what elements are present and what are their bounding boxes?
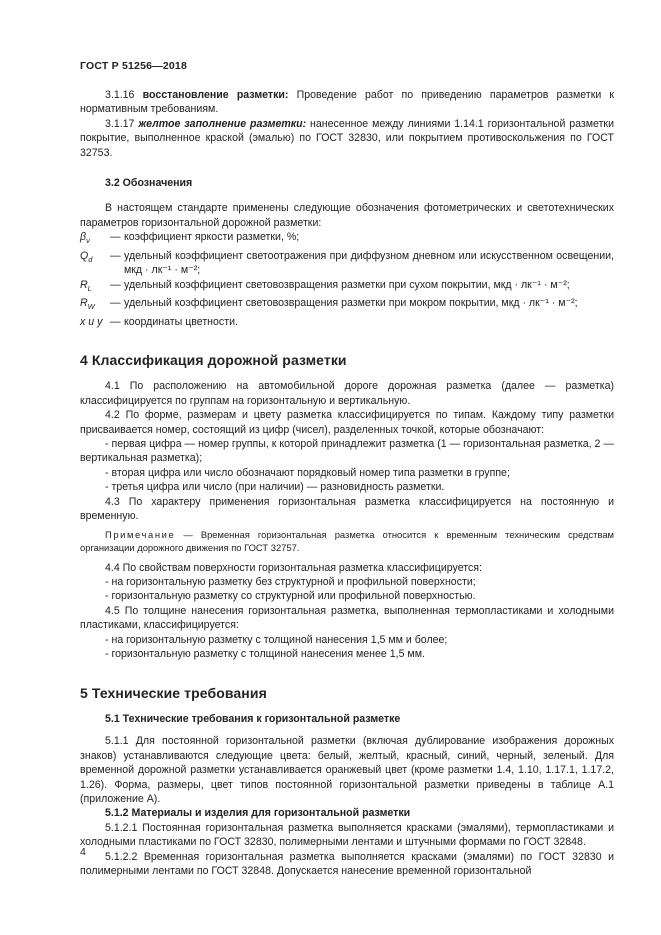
- section-4-title: 4 Классификация дорожной разметки: [80, 352, 347, 369]
- clause-5-1-2-2: 5.1.2.2 Временная горизонтальная разметка выполняется красками (эмалями) по ГОСТ 32830 и полимерными лентами по ГОСТ 32848. Допускается нанесение временной горизонтальной: [80, 850, 614, 877]
- symbol-description: удельный коэффициент световозвращения разметки при мокром покрытии, мкд · лк⁻¹ · м⁻²;: [124, 297, 578, 310]
- symbol-description: удельный коэффициент светоотражения при диффузном дневном или искусственном освещении, мкд · лк⁻¹ · м⁻²;: [124, 249, 614, 277]
- page-number: 4: [80, 846, 86, 858]
- symbol: $\beta_v$: [80, 231, 90, 246]
- section-3-2-title: 3.2 Обозначения: [105, 177, 193, 190]
- list-item: - вторая цифра или число обозначают порядковый номер типа разметки в группе;: [105, 466, 510, 479]
- list-item: - первая цифра — номер группы, к которой принадлежит разметка (1 — горизонтальная разметка, 2 — вертикальная разметка);: [80, 438, 614, 465]
- note: [80, 529, 614, 554]
- list-item: - на горизонтальную разметку с толщиной нанесения 1,5 мм и более;: [105, 633, 448, 646]
- definition-3-1-17: [80, 117, 614, 160]
- note-label: Примечание: [105, 529, 176, 541]
- list-item: - третья цифра или число (при наличии) — разновидность разметки.: [105, 481, 445, 494]
- clause-number: 3.1.17: [105, 117, 135, 130]
- term: желтое заполнение разметки:: [138, 117, 307, 130]
- subsection-5-1-title: 5.1 Технические требования к горизонтальной разметке: [105, 712, 401, 725]
- clause-4-5: 4.5 По толщине нанесения горизонтальная разметка, выполненная термопластиками и холодными пластиками, классифицируется:: [80, 604, 614, 632]
- symbol-description: координаты цветности.: [124, 315, 238, 328]
- dash: —: [110, 249, 121, 262]
- term: восстановление разметки:: [142, 89, 289, 101]
- symbol-row: [80, 296, 614, 315]
- definition-text: нанесенное между линиями 1.14.1 горизонтальной разметки покрытие, выполненное краской (эмалью) по ГОСТ 32830, или покрытием противоскольжения по ГОСТ 32753.: [80, 117, 614, 159]
- symbol-row: [80, 230, 614, 249]
- symbol-description: удельный коэффициент световозвращения разметки при сухом покрытии, мкд · лк⁻¹ · м⁻²;: [124, 278, 570, 291]
- symbol-row: [80, 315, 614, 329]
- section-3-2-intro: В настоящем стандарте применены следующие обозначения фотометрических и светотехнических параметров горизонтальной дорожной разметки:: [80, 202, 614, 229]
- subsection-5-1-2-title: 5.1.2 Материалы и изделия для горизонтальной разметки: [105, 807, 411, 820]
- clause-4-3: 4.3 По характеру применения горизонтальная разметка классифицируется на постоянную и временную.: [80, 495, 614, 523]
- section-5-title: 5 Технические требования: [80, 684, 267, 701]
- symbols-list: [80, 230, 614, 329]
- dash: —: [110, 231, 121, 244]
- document-body: [80, 88, 614, 878]
- symbol-row: [80, 278, 614, 297]
- definition-text: Проведение работ по приведению параметров разметки к нормативным требованиям.: [80, 89, 615, 116]
- symbol: $R_L$: [80, 278, 92, 293]
- symbol-description: коэффициент яркости разметки, %;: [124, 231, 300, 244]
- clause-number: 3.1.16: [105, 89, 135, 101]
- symbol-row: [80, 249, 614, 278]
- list-item: - на горизонтальную разметку без структурной и профильной поверхности;: [105, 576, 476, 589]
- symbol: $R_W$: [80, 297, 95, 312]
- clause-4-4: 4.4 По свойствам поверхности горизонтальная разметка классифицируется:: [105, 561, 482, 574]
- dash: —: [110, 278, 121, 291]
- symbol: x и y: [80, 315, 103, 328]
- clause-4-2: 4.2 По форме, размерам и цвету разметка классифицируется по типам. Каждому типу разметки присваивается номер, состоящий из цифр (чисел), разделенных точкой, которые обозначают:: [80, 409, 614, 436]
- clause-5-1-2-1: 5.1.2.1 Постоянная горизонтальная разметка выполняется красками (эмалями), термопластиками и холодными пластиками по ГОСТ 32830, полимерными лентами и штучными формами по ГОСТ 32848.: [80, 821, 614, 849]
- list-item: - горизонтальную разметку со структурной или профильной поверхностью.: [105, 590, 476, 603]
- clause-4-1: 4.1 По расположению на автомобильной дороге дорожная разметка (далее — разметка) классифицируется по группам на горизонтальную и вертикальную.: [80, 380, 614, 407]
- dash: —: [110, 315, 121, 328]
- clause-5-1-1: 5.1.1 Для постоянной горизонтальной разметки (включая дублирование изображения дорожных знаков) устанавливаются следующие цвета: белый, желтый, красный, синий, черный, зеленый. Для временной дорожной разметки устанавливается оранжевый цвет (кроме разметки 1.4, 1.10, 1.17.1, 1.17.2, 1.26). Форма, размеры, цвет типов постоянной горизонтальной разметки приведены в таблице А.1 (приложение А).: [80, 735, 614, 805]
- list-item: - горизонтальную разметку с толщиной нанесения менее 1,5 мм.: [105, 648, 425, 661]
- definition-3-1-16: [80, 88, 614, 117]
- document-code: ГОСТ Р 51256—2018: [80, 60, 188, 72]
- note-text: — Временная горизонтальная разметка относится к временным техническим средствам организации дорожного движения по ГОСТ 32757.: [80, 529, 614, 554]
- dash: —: [110, 297, 121, 310]
- symbol: $Q_d$: [80, 249, 93, 264]
